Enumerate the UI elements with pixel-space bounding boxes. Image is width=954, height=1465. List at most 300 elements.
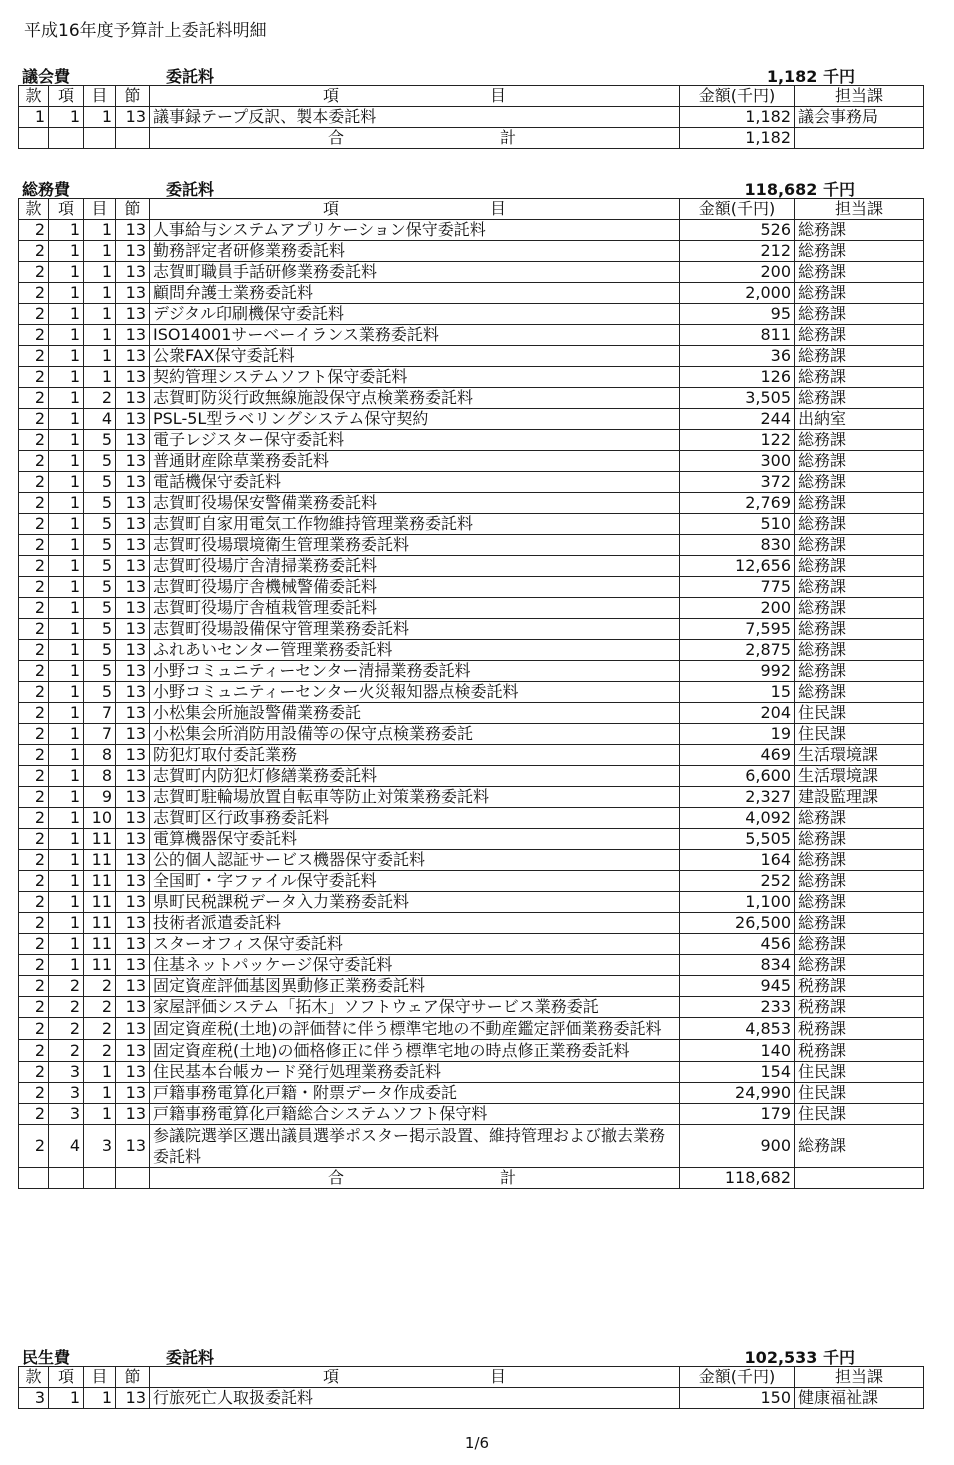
cell-item: 志賀町役場庁舎機械警備委託料: [150, 577, 680, 598]
cell-dept: 議会事務局: [795, 107, 924, 128]
total-label-left: 合: [328, 1168, 345, 1187]
cell-kou: 1: [49, 808, 84, 829]
cell-dept: 総務課: [795, 913, 924, 934]
cell-item: 志賀町役場保安警備業務委託料: [150, 493, 680, 514]
cell-kan: 2: [19, 850, 49, 871]
cell-kou: 1: [49, 1388, 84, 1409]
col-item-header-right: 目: [489, 86, 506, 105]
col-amount-header: 金額(千円): [680, 199, 795, 220]
cell-empty: [19, 1168, 49, 1189]
cell-kan: 2: [19, 997, 49, 1018]
cell-kan: 2: [19, 598, 49, 619]
cell-kou: 1: [49, 535, 84, 556]
total-amount: 118,682: [680, 1168, 795, 1189]
cell-setsu: 13: [116, 325, 150, 346]
cell-dept: 総務課: [795, 1125, 924, 1168]
col-amount-header: 金額(千円): [680, 86, 795, 107]
col-item-header-left: 項: [323, 86, 340, 105]
col-item-header-right: 目: [489, 1367, 506, 1386]
cell-dept: 総務課: [795, 577, 924, 598]
cell-kou: 1: [49, 283, 84, 304]
cell-setsu: 13: [116, 535, 150, 556]
cell-amount: 200: [680, 262, 795, 283]
cell-setsu: 13: [116, 304, 150, 325]
page-title: 平成16年度予算計上委託料明細: [24, 21, 267, 41]
total-row: [19, 128, 924, 149]
cell-kou: 1: [49, 577, 84, 598]
cell-dept: 総務課: [795, 430, 924, 451]
cell-setsu: 13: [116, 934, 150, 955]
cell-item: 志賀町内防犯灯修繕業務委託料: [150, 766, 680, 787]
cell-moku: 5: [84, 577, 116, 598]
cell-dept: 生活環境課: [795, 745, 924, 766]
col-kou-header: 項: [49, 86, 84, 107]
cell-amount: 7,595: [680, 619, 795, 640]
cell-kan: 2: [19, 325, 49, 346]
section-type: 委託料: [166, 67, 215, 86]
cell-dept: 総務課: [795, 850, 924, 871]
table-row: [19, 598, 924, 619]
cell-item: 小松集会所消防用設備等の保守点検業務委託: [150, 724, 680, 745]
cell-amount: 12,656: [680, 556, 795, 577]
cell-setsu: 13: [116, 1062, 150, 1083]
table-row: [19, 829, 924, 850]
cell-amount: 2,327: [680, 787, 795, 808]
cell-kou: 1: [49, 892, 84, 913]
table-row: [19, 514, 924, 535]
cell-dept: 総務課: [795, 934, 924, 955]
table-row: [19, 682, 924, 703]
cell-amount: 4,092: [680, 808, 795, 829]
cell-moku: 5: [84, 430, 116, 451]
cell-kan: 2: [19, 262, 49, 283]
cell-dept: 総務課: [795, 808, 924, 829]
cell-amount: 992: [680, 661, 795, 682]
table-row: [19, 325, 924, 346]
cell-setsu: 13: [116, 283, 150, 304]
cell-moku: 1: [84, 1062, 116, 1083]
cell-kan: 2: [19, 493, 49, 514]
table-row: [19, 388, 924, 409]
cell-kan: 2: [19, 304, 49, 325]
cell-amount: 19: [680, 724, 795, 745]
cell-kou: 1: [49, 241, 84, 262]
cell-setsu: 13: [116, 451, 150, 472]
cell-kan: 2: [19, 1062, 49, 1083]
cell-kan: 2: [19, 1018, 49, 1040]
cell-kan: 2: [19, 556, 49, 577]
cell-amount: 2,875: [680, 640, 795, 661]
cell-amount: 510: [680, 514, 795, 535]
cell-amount: 2,000: [680, 283, 795, 304]
table-row: [19, 1083, 924, 1104]
section-category: 民生費: [22, 1348, 71, 1367]
cell-setsu: 13: [116, 976, 150, 997]
cell-setsu: 13: [116, 955, 150, 976]
cell-kou: 4: [49, 1125, 84, 1168]
cell-item: 電話機保守委託料: [150, 472, 680, 493]
cell-moku: 11: [84, 850, 116, 871]
cell-kan: 2: [19, 451, 49, 472]
cell-dept: 建設監理課: [795, 787, 924, 808]
cell-item: 行旅死亡人取扱委託料: [150, 1388, 680, 1409]
cell-item: 固定資産税(土地)の価格修正に伴う標準宅地の時点修正業務委託料: [150, 1040, 680, 1062]
cell-setsu: 13: [116, 724, 150, 745]
cell-kou: 1: [49, 107, 84, 128]
cell-kou: 2: [49, 1040, 84, 1062]
cell-kan: 2: [19, 682, 49, 703]
cell-setsu: 13: [116, 262, 150, 283]
cell-kan: 2: [19, 1125, 49, 1168]
cell-dept: 税務課: [795, 1018, 924, 1040]
cell-setsu: 13: [116, 871, 150, 892]
cell-item: 戸籍事務電算化戸籍総合システムソフト保守料: [150, 1104, 680, 1125]
cell-item: 家屋評価システム「拓木」ソフトウェア保守サービス業務委託: [150, 997, 680, 1018]
cell-kou: 3: [49, 1083, 84, 1104]
cell-dept: 総務課: [795, 829, 924, 850]
cell-setsu: 13: [116, 493, 150, 514]
cell-setsu: 13: [116, 682, 150, 703]
cell-kou: 1: [49, 745, 84, 766]
cell-kou: 2: [49, 997, 84, 1018]
cell-moku: 11: [84, 871, 116, 892]
cell-setsu: 13: [116, 745, 150, 766]
section-summary: 1,182 千円: [766, 67, 855, 86]
cell-kan: 2: [19, 535, 49, 556]
cell-kan: 2: [19, 1083, 49, 1104]
cell-dept: 総務課: [795, 514, 924, 535]
col-kan-header: 款: [19, 199, 49, 220]
cell-dept: 総務課: [795, 556, 924, 577]
cell-kou: 1: [49, 220, 84, 241]
cell-kou: 1: [49, 367, 84, 388]
cell-item: 人事給与システムアプリケーション保守委託料: [150, 220, 680, 241]
table-row: [19, 304, 924, 325]
table-row: [19, 262, 924, 283]
total-label-cell: [150, 128, 680, 149]
cell-amount: 1,182: [680, 107, 795, 128]
section-header: [18, 1345, 923, 1365]
cell-dept: 住民課: [795, 1083, 924, 1104]
cell-setsu: 13: [116, 808, 150, 829]
cell-kan: 2: [19, 619, 49, 640]
cell-item: 参議院選挙区選出議員選挙ポスター掲示設置、維持管理および撤去業務委託料: [150, 1125, 680, 1168]
cell-kou: 1: [49, 913, 84, 934]
cell-kou: 1: [49, 409, 84, 430]
cell-item: 固定資産評価基図異動修正業務委託料: [150, 976, 680, 997]
cell-moku: 5: [84, 451, 116, 472]
cell-moku: 1: [84, 262, 116, 283]
cell-kan: 2: [19, 871, 49, 892]
cell-amount: 15: [680, 682, 795, 703]
cell-dept: 住民課: [795, 1062, 924, 1083]
table-header-row: [19, 1367, 924, 1388]
table-row: [19, 1018, 924, 1040]
cell-moku: 11: [84, 892, 116, 913]
cell-setsu: 13: [116, 1104, 150, 1125]
page-number: 1/6: [464, 1434, 490, 1452]
cell-item: ISO14001サーベーイランス業務委託料: [150, 325, 680, 346]
col-dept-header: 担当課: [795, 86, 924, 107]
cell-item: 住基ネットパッケージ保守委託料: [150, 955, 680, 976]
ledger-table: [18, 1366, 924, 1409]
cell-setsu: 13: [116, 892, 150, 913]
table-row: [19, 241, 924, 262]
table-row: [19, 955, 924, 976]
cell-dept: 税務課: [795, 1040, 924, 1062]
cell-item: 小野コミュニティーセンター清掃業務委託料: [150, 661, 680, 682]
cell-amount: 179: [680, 1104, 795, 1125]
col-setsu-header: 節: [116, 199, 150, 220]
cell-kan: 3: [19, 1388, 49, 1409]
cell-dept: 総務課: [795, 955, 924, 976]
cell-empty: [84, 1168, 116, 1189]
cell-moku: 9: [84, 787, 116, 808]
cell-kan: 2: [19, 1104, 49, 1125]
cell-item: 志賀町役場庁舎清掃業務委託料: [150, 556, 680, 577]
cell-amount: 233: [680, 997, 795, 1018]
cell-item: 志賀町役場庁舎植栽管理委託料: [150, 598, 680, 619]
cell-kou: 1: [49, 493, 84, 514]
cell-kou: 1: [49, 871, 84, 892]
cell-moku: 1: [84, 241, 116, 262]
cell-dept: 住民課: [795, 1104, 924, 1125]
cell-amount: 6,600: [680, 766, 795, 787]
cell-dept: 出納室: [795, 409, 924, 430]
table-row: [19, 1062, 924, 1083]
cell-dept: 総務課: [795, 640, 924, 661]
cell-amount: 122: [680, 430, 795, 451]
cell-moku: 1: [84, 1388, 116, 1409]
cell-item: 契約管理システムソフト保守委託料: [150, 367, 680, 388]
col-dept-header: 担当課: [795, 199, 924, 220]
cell-kan: 2: [19, 220, 49, 241]
cell-item: 県町民税課税データ入力業務委託料: [150, 892, 680, 913]
cell-kan: 2: [19, 472, 49, 493]
table-row: [19, 850, 924, 871]
col-dept-header: 担当課: [795, 1367, 924, 1388]
cell-amount: 244: [680, 409, 795, 430]
cell-kou: 1: [49, 955, 84, 976]
col-kan-header: 款: [19, 86, 49, 107]
total-label-right: 計: [499, 128, 516, 147]
cell-kou: 3: [49, 1104, 84, 1125]
cell-item: 議事録テープ反訳、製本委託料: [150, 107, 680, 128]
cell-moku: 5: [84, 472, 116, 493]
cell-moku: 1: [84, 220, 116, 241]
table-row: [19, 766, 924, 787]
table-row: [19, 1125, 924, 1168]
table-row: [19, 556, 924, 577]
cell-kou: 1: [49, 787, 84, 808]
cell-item: 志賀町駐輪場放置自転車等防止対策業務委託料: [150, 787, 680, 808]
table-row: [19, 283, 924, 304]
table-row: [19, 787, 924, 808]
table-row: [19, 107, 924, 128]
cell-setsu: 13: [116, 346, 150, 367]
cell-kan: 2: [19, 346, 49, 367]
cell-moku: 1: [84, 107, 116, 128]
table-row: [19, 1040, 924, 1062]
cell-item: PSL-5L型ラベリングシステム保守契約: [150, 409, 680, 430]
total-label-right: 計: [499, 1168, 516, 1187]
cell-amount: 212: [680, 241, 795, 262]
cell-kou: 1: [49, 850, 84, 871]
cell-amount: 834: [680, 955, 795, 976]
cell-empty: [795, 1168, 924, 1189]
cell-item: 固定資産税(土地)の評価替に伴う標準宅地の不動産鑑定評価業務委託料: [150, 1018, 680, 1040]
cell-amount: 4,853: [680, 1018, 795, 1040]
cell-setsu: 13: [116, 997, 150, 1018]
section-category: 議会費: [22, 67, 71, 86]
cell-dept: 住民課: [795, 724, 924, 745]
cell-kou: 1: [49, 430, 84, 451]
cell-kou: 1: [49, 724, 84, 745]
cell-moku: 11: [84, 934, 116, 955]
cell-amount: 36: [680, 346, 795, 367]
cell-dept: 総務課: [795, 241, 924, 262]
cell-kou: 1: [49, 661, 84, 682]
cell-kou: 3: [49, 1062, 84, 1083]
cell-kou: 1: [49, 934, 84, 955]
cell-item: ふれあいセンター管理業務委託料: [150, 640, 680, 661]
cell-amount: 300: [680, 451, 795, 472]
col-amount-header: 金額(千円): [680, 1367, 795, 1388]
cell-moku: 2: [84, 1040, 116, 1062]
cell-kan: 2: [19, 661, 49, 682]
col-item-header-left: 項: [323, 1367, 340, 1386]
cell-amount: 945: [680, 976, 795, 997]
cell-kan: 1: [19, 107, 49, 128]
cell-empty: [795, 128, 924, 149]
cell-dept: 総務課: [795, 661, 924, 682]
cell-kan: 2: [19, 703, 49, 724]
table-header-row: [19, 199, 924, 220]
cell-kan: 2: [19, 766, 49, 787]
cell-setsu: 13: [116, 703, 150, 724]
cell-moku: 11: [84, 829, 116, 850]
cell-dept: 総務課: [795, 535, 924, 556]
cell-kan: 2: [19, 724, 49, 745]
cell-kan: 2: [19, 787, 49, 808]
cell-dept: 総務課: [795, 619, 924, 640]
cell-kan: 2: [19, 976, 49, 997]
ledger-table: [18, 198, 924, 1189]
section-type: 委託料: [166, 1348, 215, 1367]
table-row: [19, 997, 924, 1018]
cell-moku: 11: [84, 913, 116, 934]
cell-empty: [19, 128, 49, 149]
cell-empty: [49, 128, 84, 149]
cell-kou: 1: [49, 682, 84, 703]
col-moku-header: 目: [84, 86, 116, 107]
col-item-header-left: 項: [323, 199, 340, 218]
cell-moku: 1: [84, 346, 116, 367]
cell-item: 公衆FAX保守委託料: [150, 346, 680, 367]
table-row: [19, 346, 924, 367]
cell-item: 志賀町区行政事務委託料: [150, 808, 680, 829]
table-row: [19, 472, 924, 493]
cell-moku: 5: [84, 493, 116, 514]
cell-item: 志賀町役場設備保守管理業務委託料: [150, 619, 680, 640]
cell-kou: 1: [49, 556, 84, 577]
col-setsu-header: 節: [116, 1367, 150, 1388]
cell-dept: 総務課: [795, 472, 924, 493]
cell-moku: 1: [84, 304, 116, 325]
cell-dept: 税務課: [795, 997, 924, 1018]
cell-moku: 5: [84, 514, 116, 535]
col-item-header: [150, 86, 680, 107]
cell-kou: 1: [49, 262, 84, 283]
cell-kan: 2: [19, 913, 49, 934]
cell-kou: 1: [49, 346, 84, 367]
cell-kou: 2: [49, 1018, 84, 1040]
cell-kan: 2: [19, 388, 49, 409]
cell-moku: 1: [84, 283, 116, 304]
cell-amount: 140: [680, 1040, 795, 1062]
cell-setsu: 13: [116, 661, 150, 682]
table-row: [19, 640, 924, 661]
cell-moku: 2: [84, 388, 116, 409]
col-item-header-right: 目: [489, 199, 506, 218]
cell-item: 電算機器保守委託料: [150, 829, 680, 850]
col-item-header: [150, 1367, 680, 1388]
cell-moku: 3: [84, 1125, 116, 1168]
cell-amount: 26,500: [680, 913, 795, 934]
section-category: 総務費: [22, 180, 71, 199]
cell-amount: 811: [680, 325, 795, 346]
cell-dept: 税務課: [795, 976, 924, 997]
cell-setsu: 13: [116, 619, 150, 640]
cell-amount: 1,100: [680, 892, 795, 913]
cell-setsu: 13: [116, 107, 150, 128]
cell-amount: 469: [680, 745, 795, 766]
cell-amount: 775: [680, 577, 795, 598]
cell-dept: 生活環境課: [795, 766, 924, 787]
cell-setsu: 13: [116, 766, 150, 787]
total-label-left: 合: [328, 128, 345, 147]
cell-setsu: 13: [116, 1040, 150, 1062]
cell-kan: 2: [19, 241, 49, 262]
table-row: [19, 745, 924, 766]
cell-kan: 2: [19, 367, 49, 388]
cell-kan: 2: [19, 430, 49, 451]
table-row: [19, 661, 924, 682]
cell-kou: 1: [49, 766, 84, 787]
cell-amount: 830: [680, 535, 795, 556]
cell-setsu: 13: [116, 1125, 150, 1168]
cell-moku: 5: [84, 640, 116, 661]
cell-moku: 11: [84, 955, 116, 976]
cell-dept: 総務課: [795, 262, 924, 283]
cell-setsu: 13: [116, 913, 150, 934]
cell-kan: 2: [19, 934, 49, 955]
col-kou-header: 項: [49, 199, 84, 220]
table-row: [19, 451, 924, 472]
table-row: [19, 808, 924, 829]
cell-kou: 1: [49, 472, 84, 493]
cell-item: 顧問弁護士業務委託料: [150, 283, 680, 304]
cell-empty: [49, 1168, 84, 1189]
cell-kou: 1: [49, 514, 84, 535]
cell-empty: [84, 128, 116, 149]
cell-dept: 総務課: [795, 388, 924, 409]
table-row: [19, 619, 924, 640]
cell-moku: 5: [84, 556, 116, 577]
cell-item: 小野コミュニティーセンター火災報知器点検委託料: [150, 682, 680, 703]
cell-item: 住民基本台帳カード発行処理業務委託料: [150, 1062, 680, 1083]
cell-amount: 372: [680, 472, 795, 493]
